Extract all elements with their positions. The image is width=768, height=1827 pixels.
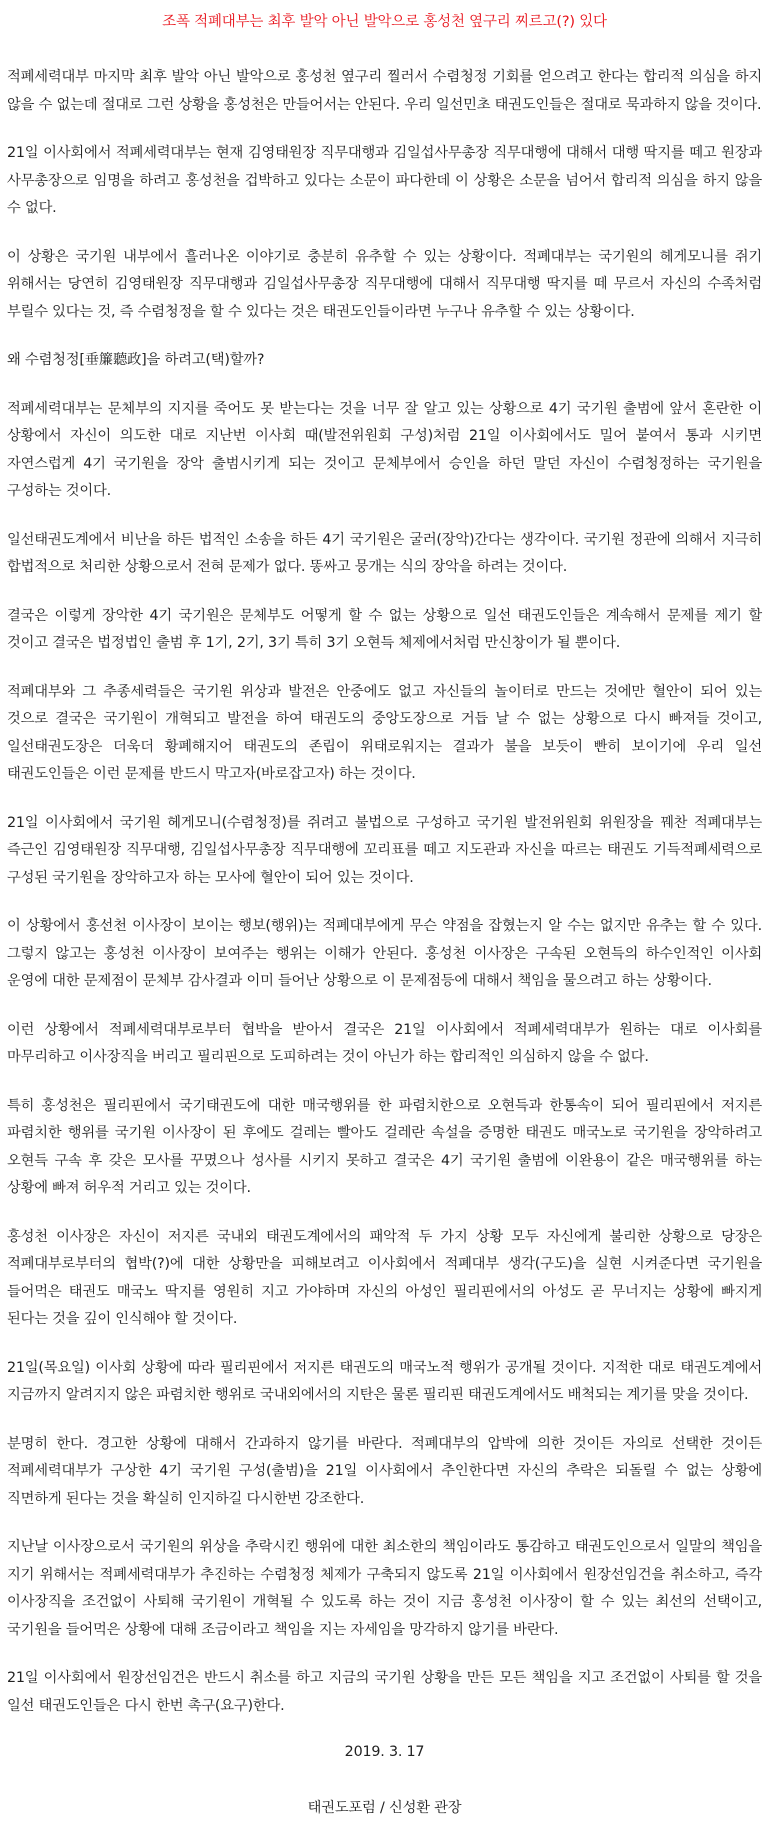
article-title: 조폭 적폐대부는 최후 발악 아닌 발악으로 홍성천 옆구리 찌르고(?) 있다 bbox=[162, 14, 607, 30]
paragraph: 적폐세력대부는 문체부의 지지를 죽어도 못 받는다는 것을 너무 잘 알고 있는 상황으로 4기 국기원 출범에 앞서 혼란한 이 상황에서 자신이 의도한 대로 지난번 이사회 때(발전위원회 구성)처럼 21일 이사회에서도 밀어 붙여서 통과 시키면 자연스럽게 4기 국기원을 장악 출범시키게 되는 것이고 문체부에서 승인을 하던 말던 자신이 수렴청정하는 국기원을 구성하는 것이다. bbox=[7, 400, 762, 499]
paragraph: 21일 이사회에서 국기원 헤게모니(수렴청정)를 쥐려고 불법으로 구성하고 국기원 발전위원회 위원장을 꿰찬 적폐대부는 즉근인 김영태원장 직무대행, 김일섭사무총장 직무대행에 꼬리표를 떼고 지도관과 자신을 따르는 태권도 기득적폐세력으로 구성된 국기원을 장악하고자 하는 모사에 혈안이 되어 있는 것이다. bbox=[7, 814, 762, 886]
paragraph: 지난날 이사장으로서 국기원의 위상을 추락시킨 행위에 대한 최소한의 책임이라도 통감하고 태권도인으로서 일말의 책임을 지기 위해서는 적폐세력대부가 추진하는 수렴청정 체제가 구축되지 않도록 21일 이사회에서 원장선임건을 취소하고, 즉각 이사장직을 조건없이 사퇴해 국기원이 개혁될 수 있도록 하는 것이 지금 홍성천 이사장이 할 수 있는 최선의 선택이고, 국기원을 들어먹은 상황에 대해 조금이라고 책임을 지는 자세임을 망각하지 않기를 바란다. bbox=[7, 1539, 762, 1638]
paragraph: 홍성천 이사장은 자신이 저지른 국내외 태권도계에서의 패악적 두 가지 상황 모두 자신에게 불리한 상황으로 당장은 적폐대부로부터의 협박(?)에 대한 상황만을 피해보려고 이사회에서 적폐대부 생각(구도)을 실현 시켜준다면 국기원을 들어먹은 태권도 매국노 딱지를 영원히 지고 가야하며 자신의 아성인 필리핀에서의 아성도 곧 무너지는 상황에 빠지게 된다는 것을 깊이 인식해야 할 것이다. bbox=[7, 1228, 762, 1327]
paragraph: 일선태권도계에서 비난을 하든 법적인 소송을 하든 4기 국기원은 굴러(장악)간다는 생각이다. 국기원 정관에 의해서 지극히 합법적으로 처리한 상황으로서 전혀 문제가 없다. 똥싸고 뭉개는 식의 장악을 하려는 것이다. bbox=[7, 531, 762, 575]
paragraph: 적폐대부와 그 추종세력들은 국기원 위상과 발전은 안중에도 없고 자신들의 놀이터로 만드는 것에만 혈안이 되어 있는 것으로 결국은 국기원이 개혁되고 발전을 하여 태권도의 중앙도장으로 거듭 날 수 없는 상황으로 다시 빠져들 것이고, 일선태권도장은 더욱더 황폐해지어 태권도의 존립이 위태로워지는 결과가 불을 보듯이 빤히 보이기에 우리 일선 태권도인들은 이런 문제를 반드시 막고자(바로잡고자) 하는 것이다. bbox=[7, 683, 762, 782]
author-signature: 태권도포럼 / 신성환 관장 bbox=[307, 1800, 462, 1816]
paragraph: 이 상황에서 홍선천 이사장이 보이는 행보(행위)는 적폐대부에게 무슨 약점을 잡혔는지 알 수는 없지만 유추는 할 수 있다. 그렇지 않고는 홍성천 이사장이 보여주는 행위는 이해가 안된다. 홍성천 이사장은 구속된 오현득의 하수인적인 이사회 운영에 대한 문제점이 문체부 감사결과 이미 들어난 상황으로 이 문제점등에 대해서 책임을 물으려고 하는 상황이다. bbox=[7, 918, 762, 989]
paragraph: 21일(목요일) 이사회 상황에 따라 필리핀에서 저지른 태권도의 매국노적 행위가 공개될 것이다. 지적한 대로 태권도계에서 지금까지 알려지지 않은 파렴치한 행위로 국내외에서의 지탄은 물론 필리핀 태권도계에서도 배척되는 계기를 맞을 것이다. bbox=[7, 1359, 762, 1403]
paragraph: 21일 이사회에서 원장선임건은 반드시 취소를 하고 지금의 국기원 상황을 만든 모든 책임을 지고 조건없이 사퇴를 할 것을 일선 태권도인들은 다시 한번 촉구(요구)한다. bbox=[7, 1670, 762, 1714]
paragraph: 이런 상황에서 적폐세력대부로부터 협박을 받아서 결국은 21일 이사회에서 적폐세력대부가 원하는 대로 이사회를 마무리하고 이사장직을 버리고 필리핀으로 도피하려는 것이 아닌가 하는 합리적인 의심하지 않을 수 없다. bbox=[7, 1021, 762, 1065]
paragraph: 특히 홍성천은 필리핀에서 국기태권도에 대한 매국행위를 한 파렴치한으로 오현득과 한통속이 되어 필리핀에서 저지른 파렴치한 행위를 국기원 이사장이 된 후에도 걸레는 빨아도 걸레란 속설을 증명한 태권도 매국노로 국기원을 장악하려고 오현득 구속 후 갖은 모사를 꾸몄으나 성사를 시키지 못하고 결국은 4기 국기원 출범에 이완용이 같은 매국행위를 하는 상황에 빠져 허우적 거리고 있는 것이다. bbox=[7, 1097, 762, 1196]
paragraph: 분명히 한다. 경고한 상황에 대해서 간과하지 않기를 바란다. 적폐대부의 압박에 의한 것이든 자의로 선택한 것이든 적폐세력대부가 구상한 4기 국기원 구성(출범)을 21일 이사회에서 추인한다면 자신의 추락은 되돌릴 수 없는 상황에 직면하게 된다는 것을 확실히 인지하길 다시한번 강조한다. bbox=[7, 1435, 762, 1507]
paragraph: 적폐세력대부 마지막 최후 발악 아닌 발악으로 홍성천 옆구리 찔러서 수렴청정 기회를 얻으려고 한다는 합리적 의심을 하지 않을 수 없는데 절대로 그런 상황을 홍성천은 만들어서는 안된다. 우리 일선민초 태권도인들은 절대로 묵과하지 않을 것이다. bbox=[7, 69, 762, 113]
paragraph: 결국은 이렇게 장악한 4기 국기원은 문체부도 어떻게 할 수 없는 상황으로 일선 태권도인들은 계속해서 문제를 제기 할 것이고 결국은 법정법인 출범 후 1기, 2기, 3기 특히 3기 오현득 체제에서처럼 만신창이가 될 뿐이다. bbox=[7, 607, 762, 651]
paragraph-question: 왜 수렴청정[垂簾聽政]을 하려고(택)할까? bbox=[7, 352, 265, 368]
paragraph: 21일 이사회에서 적폐세력대부는 현재 김영태원장 직무대행과 김일섭사무총장 직무대행에 대해서 대행 딱지를 떼고 원장과 사무총장으로 임명을 하려고 홍성천을 겁박하고 있다는 소문이 파다한데 이 상황은 소문을 넘어서 합리적 의심을 하지 않을 수 없다. bbox=[7, 145, 762, 216]
article-date: 2019. 3. 17 bbox=[344, 1744, 425, 1760]
paragraph: 이 상황은 국기원 내부에서 흘러나온 이야기로 충분히 유추할 수 있는 상황이다. 적폐대부는 국기원의 헤게모니를 쥐기 위해서는 당연히 김영태원장 직무대행과 김일섭사무총장 직무대행에 대해서 직무대행 딱지를 떼 무르서 자신의 수족처럼 부릴수 있다는 것, 즉 수렴청정을 할 수 있다는 것은 태권도인들이라면 누구나 유추할 수 있는 상황이다. bbox=[7, 248, 762, 320]
